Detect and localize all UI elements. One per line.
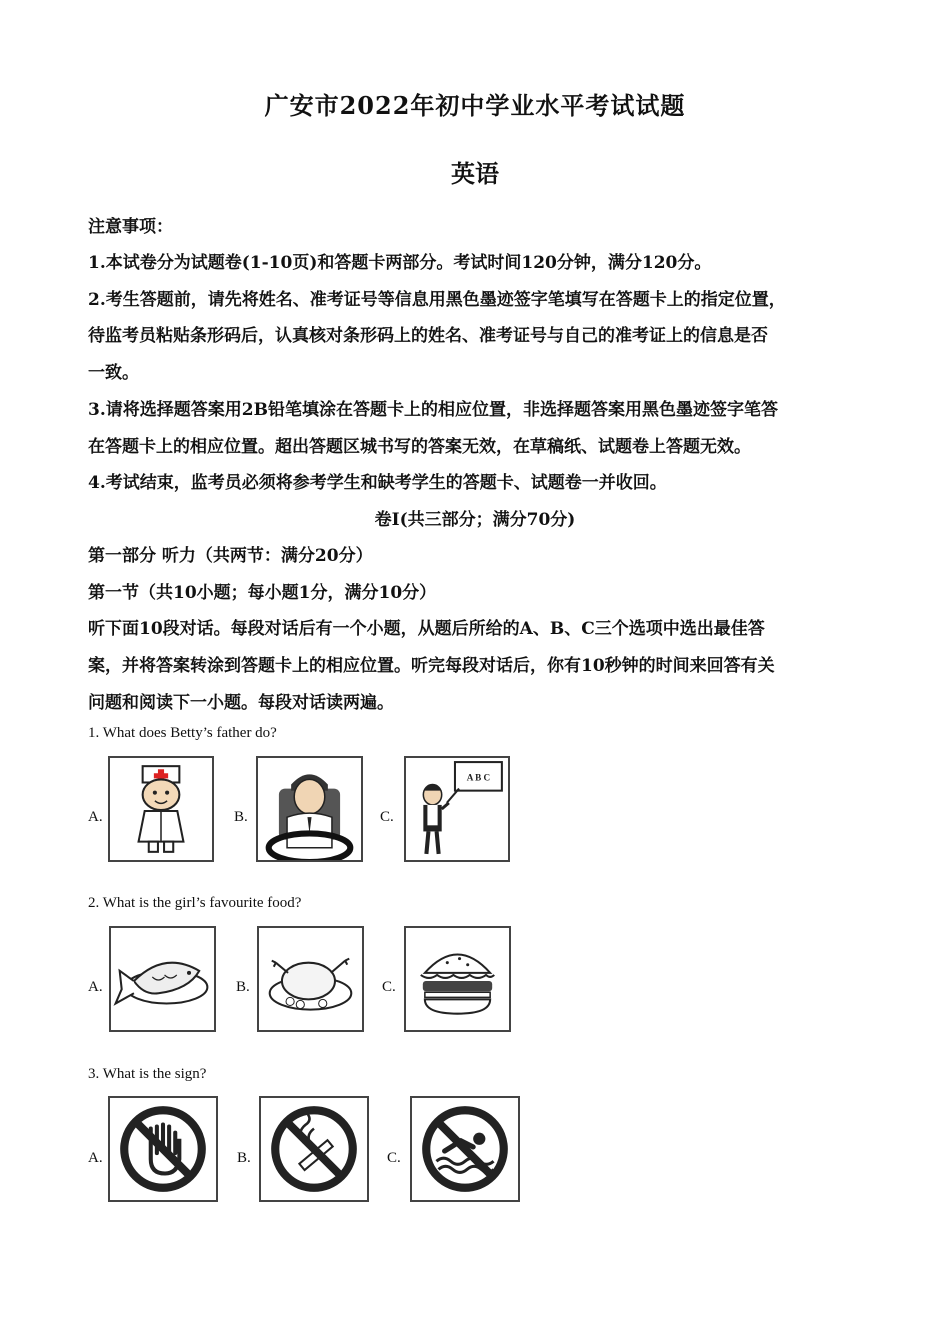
instruction-line: 案，并将答案转涂到答题卡上的相应位置。听完每段对话后，你有10秒钟的时间来回答有关: [88, 656, 775, 676]
notes-line: 1.本试卷分为试题卷(1-10页)和答题卡两部分。考试时间120分钟，满分120分。: [88, 253, 712, 273]
option-b-label: B.: [236, 979, 250, 995]
question-2-text: 2. What is the girl’s favourite food?: [88, 895, 302, 911]
notes-heading: 注意事项：: [88, 217, 173, 237]
teacher-picture[interactable]: [404, 756, 510, 862]
sub-heading: 第一节（共10小题；每小题1分，满分10分）: [88, 583, 437, 603]
no-smoking-sign[interactable]: [259, 1096, 369, 1202]
instruction-line: 问题和阅读下一小题。每段对话读两遍。: [88, 693, 394, 713]
option-a-label: A.: [88, 809, 103, 825]
chicken-picture[interactable]: [257, 926, 364, 1032]
option-c-label: C.: [380, 809, 394, 825]
option-b-label: B.: [234, 809, 248, 825]
fish-picture[interactable]: [109, 926, 216, 1032]
no-swimming-sign[interactable]: [410, 1096, 520, 1202]
no-touching-sign[interactable]: [108, 1096, 218, 1202]
doctor-picture[interactable]: [108, 756, 214, 862]
notes-line: 一致。: [88, 363, 139, 383]
notes-line: 待监考员粘贴条形码后，认真核对条形码上的姓名、准考证号与自己的准考证上的信息是否: [88, 326, 768, 346]
option-c-label: C.: [387, 1150, 401, 1166]
question-3-text: 3. What is the sign?: [88, 1066, 207, 1082]
subject-title: 英语: [451, 159, 499, 188]
notes-line: 2.考生答题前，请先将姓名、准考证号等信息用黑色墨迹签字笔填写在答题卡上的指定位置，: [88, 290, 786, 310]
option-a-label: A.: [88, 1150, 103, 1166]
exam-title: 广安市2022年初中学业水平考试试题: [264, 91, 686, 120]
notes-line: 3.请将选择题答案用2B铅笔填涂在答题卡上的相应位置，非选择题答案用黑色墨迹签字笔答: [88, 400, 778, 420]
option-c-label: C.: [382, 979, 396, 995]
board-text: A B C: [466, 772, 491, 783]
option-a-label: A.: [88, 979, 103, 995]
option-b-label: B.: [237, 1150, 251, 1166]
driver-picture[interactable]: [256, 756, 363, 862]
volume-heading: 卷Ⅰ(共三部分；满分70分): [374, 510, 576, 530]
notes-line: 4.考试结束，监考员必须将参考学生和缺考学生的答题卡、试题卷一并收回。: [88, 473, 667, 493]
part-heading: 第一部分 听力（共两节：满分20分）: [88, 546, 373, 566]
hamburger-picture[interactable]: [404, 926, 511, 1032]
notes-line: 在答题卡上的相应位置。超出答题区城书写的答案无效，在草稿纸、试题卷上答题无效。: [88, 437, 751, 457]
instruction-line: 听下面10段对话。每段对话后有一个小题，从题后所给的A、B、C三个选项中选出最佳答: [88, 619, 765, 639]
question-1-text: 1. What does Betty’s father do?: [88, 725, 277, 741]
